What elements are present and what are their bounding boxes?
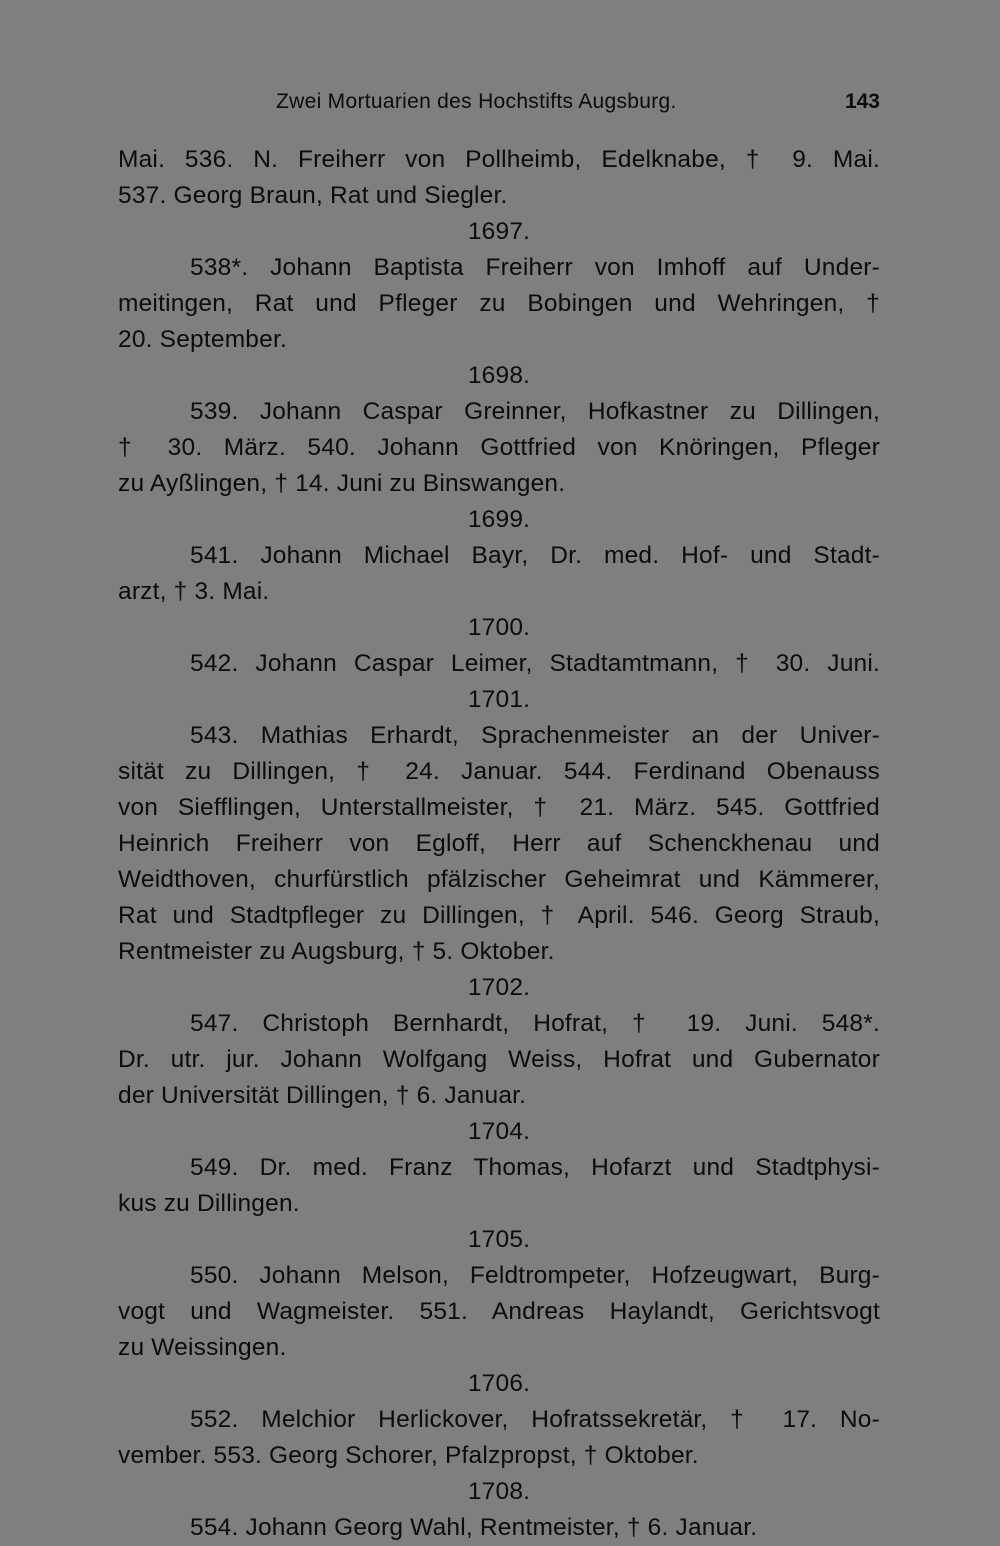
text-line: vember. 553. Georg Schorer, Pfalzpropst, † Oktober. xyxy=(118,1442,699,1469)
text-line: 547. Christoph Bernhardt, Hofrat, † 19. Juni. 548*. xyxy=(190,1010,880,1037)
text-line: 537. Georg Braun, Rat und Siegler. xyxy=(118,182,508,209)
text-line: Mai. 536. N. Freiherr von Pollheimb, Edelknabe, † 9. Mai. xyxy=(118,146,880,173)
text-line: arzt, † 3. Mai. xyxy=(118,578,270,605)
page-number: 143 xyxy=(844,90,880,113)
year-heading: 1708. xyxy=(467,1478,531,1505)
text-line: sität zu Dillingen, † 24. Januar. 544. Ferdinand Obenauss xyxy=(118,758,880,785)
text-line: 549. Dr. med. Franz Thomas, Hofarzt und Stadtphysi- xyxy=(190,1154,880,1181)
text-line: 542. Johann Caspar Leimer, Stadtamtmann, † 30. Juni. xyxy=(190,650,880,677)
text-line: 539. Johann Caspar Greinner, Hofkastner zu Dillingen, xyxy=(190,398,880,425)
year-heading: 1701. xyxy=(467,686,531,713)
text-line: 20. September. xyxy=(118,326,287,353)
year-heading: 1698. xyxy=(467,362,531,389)
text-line: zu Ayßlingen, † 14. Juni zu Binswangen. xyxy=(118,470,566,497)
year-heading: 1700. xyxy=(467,614,531,641)
year-heading: 1702. xyxy=(467,974,531,1001)
text-line: † 30. März. 540. Johann Gottfried von Knöringen, Pfleger xyxy=(118,434,880,461)
year-heading: 1705. xyxy=(467,1226,531,1253)
text-line: Rentmeister zu Augsburg, † 5. Oktober. xyxy=(118,938,555,965)
text-line: kus zu Dillingen. xyxy=(118,1190,300,1217)
text-line: 554. Johann Georg Wahl, Rentmeister, † 6. Januar. xyxy=(190,1514,758,1541)
text-line: Rat und Stadtpfleger zu Dillingen, † April. 546. Georg Straub, xyxy=(118,902,880,929)
page-body xyxy=(118,142,880,1546)
text-line: Dr. utr. jur. Johann Wolfgang Weiss, Hofrat und Gubernator xyxy=(118,1046,880,1073)
text-line: 541. Johann Michael Bayr, Dr. med. Hof- und Stadt- xyxy=(190,542,880,569)
text-line: 552. Melchior Herlickover, Hofratssekretär, † 17. No- xyxy=(190,1406,880,1433)
text-line: von Siefflingen, Unterstallmeister, † 21. März. 545. Gottfried xyxy=(118,794,880,821)
running-title: Zwei Mortuarien des Hochstifts Augsburg. xyxy=(276,90,677,113)
text-line: Heinrich Freiherr von Egloff, Herr auf Schenckhenau und xyxy=(118,830,880,857)
text-line: vogt und Wagmeister. 551. Andreas Haylandt, Gerichtsvogt xyxy=(118,1298,880,1325)
text-line: meitingen, Rat und Pfleger zu Bobingen und Wehringen, † xyxy=(118,290,880,317)
page-header xyxy=(118,86,880,118)
text-line: 543. Mathias Erhardt, Sprachenmeister an der Univer- xyxy=(190,722,880,749)
year-heading: 1704. xyxy=(467,1118,531,1145)
text-line: 538*. Johann Baptista Freiherr von Imhoff auf Under- xyxy=(190,254,880,281)
year-heading: 1706. xyxy=(467,1370,531,1397)
text-line: 550. Johann Melson, Feldtrompeter, Hofzeugwart, Burg- xyxy=(190,1262,880,1289)
year-heading: 1697. xyxy=(467,218,531,245)
year-heading: 1699. xyxy=(467,506,531,533)
text-line: Weidthoven, churfürstlich pfälzischer Geheimrat und Kämmerer, xyxy=(118,866,880,893)
text-line: der Universität Dillingen, † 6. Januar. xyxy=(118,1082,527,1109)
text-line: zu Weissingen. xyxy=(118,1334,287,1361)
